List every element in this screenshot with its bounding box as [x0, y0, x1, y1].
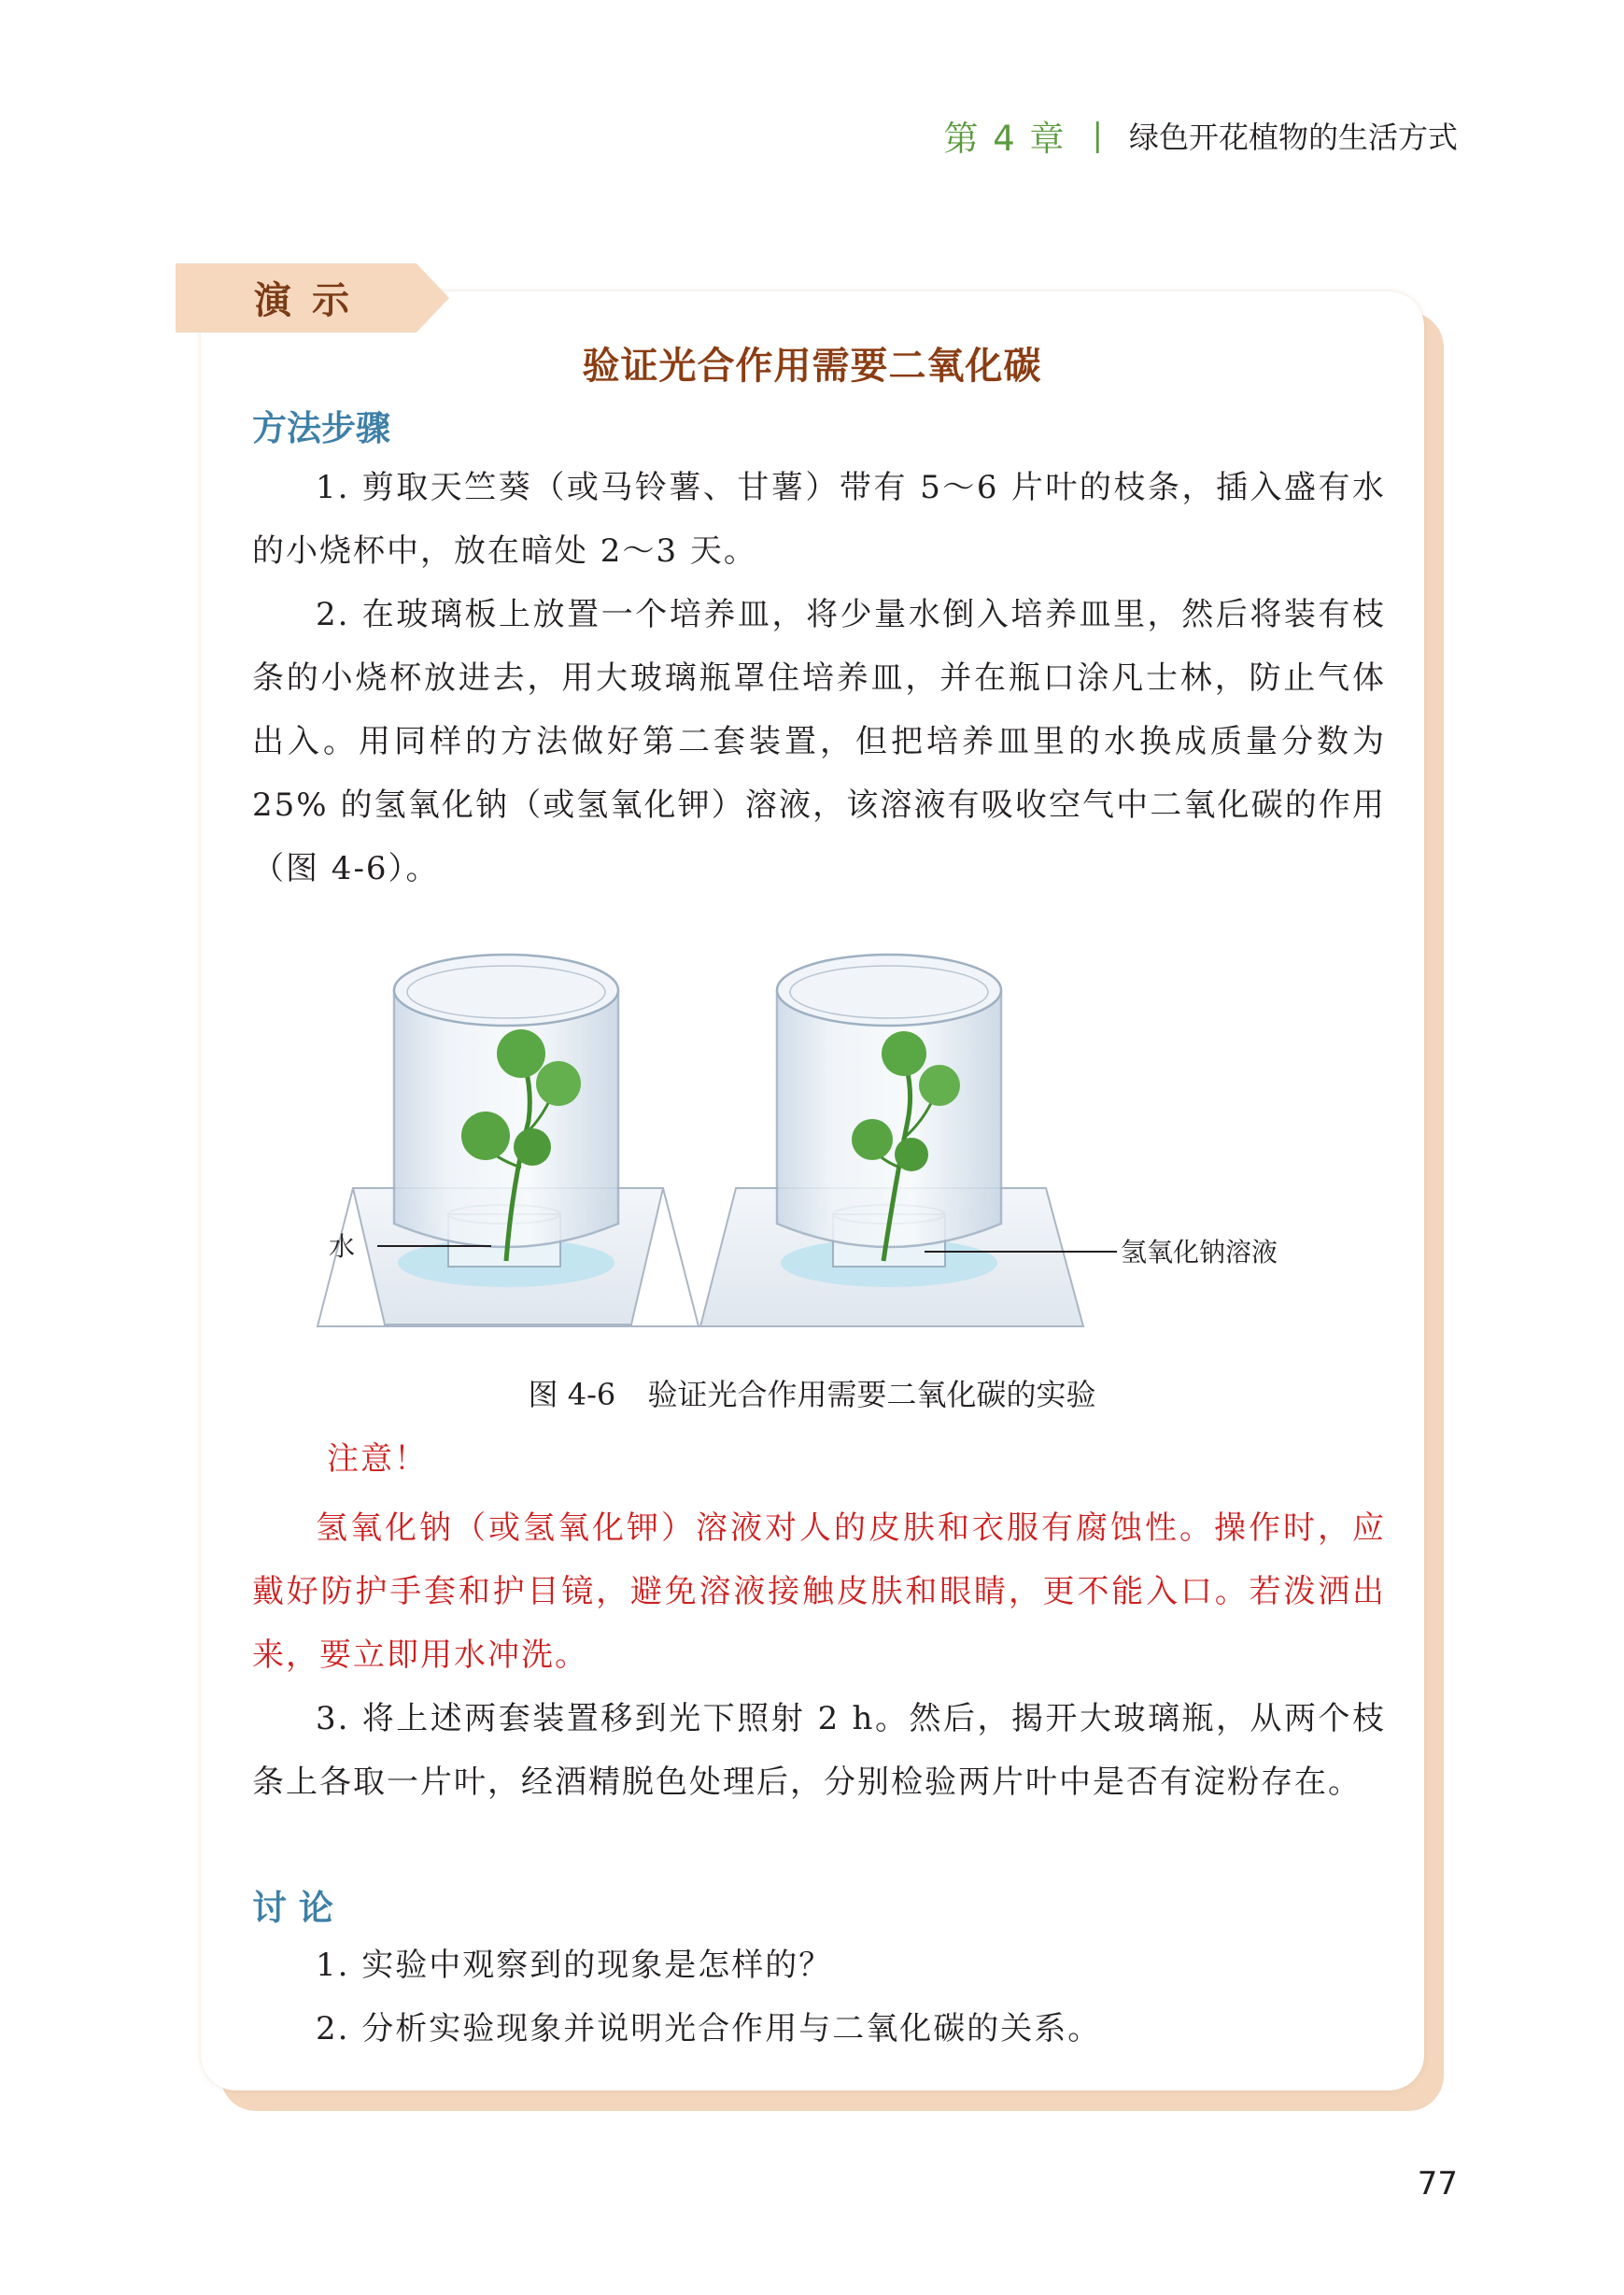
question-1: 1. 实验中观察到的现象是怎样的？ — [316, 1947, 833, 1984]
warning-title: 注意！ — [327, 1440, 428, 1478]
question-2: 2. 分析实验现象并说明光合作用与二氧化碳的关系。 — [316, 2010, 1102, 2047]
caption-text: 验证光合作用需要二氧化碳的实验 — [647, 1377, 1096, 1412]
step-3: 3. 将上述两套装置移到光下照射 2 h。然后，揭开大玻璃瓶，从两个枝条上各取一片叶，经酒精脱色处理后，分别检验两片叶中是否有淀粉存在。 — [252, 1700, 1386, 1801]
step-2: 2. 在玻璃板上放置一个培养皿，将少量水倒入培养皿里，然后将装有枝条的小烧杯放进去，用大玻璃瓶罩住培养皿，并在瓶口涂凡士林，防止气体出入。用同样的方法做好第二套装置，但把培养皿里的水换成质量分数为 25% 的氢氧化钠（或氢氧化钾）溶液，该溶液有吸收空气中二氧化碳的作用（图 4-6）。 — [252, 596, 1386, 887]
label-water: 水 — [329, 1231, 356, 1262]
bell-jar — [777, 990, 1001, 1247]
header-separator: | — [1092, 117, 1103, 154]
step-1: 1. 剪取天竺葵（或马铃薯、甘薯）带有 5～6 片叶的枝条，插入盛有水的小烧杯中，放在暗处 2～3 天。 — [252, 469, 1386, 570]
demo-title: 验证光合作用需要二氧化碳 — [582, 344, 1042, 388]
label-naoh: 氢氧化钠溶液 — [1121, 1237, 1278, 1268]
apparatus-water — [318, 955, 699, 1326]
page-number: 77 — [1417, 2165, 1458, 2203]
figure-caption — [0, 1371, 1624, 1414]
apparatus-naoh — [700, 955, 1083, 1326]
bell-jar — [394, 990, 618, 1247]
methods-heading: 方法步骤 — [252, 408, 390, 448]
warning-text: 氢氧化钠（或氢氧化钾）溶液对人的皮肤和衣服有腐蚀性。操作时，应戴好防护手套和护目镜，避免溶液接触皮肤和眼睛，更不能入口。若泼洒出来，要立即用水冲洗。 — [252, 1509, 1386, 1674]
caption-number: 图 4-6 — [528, 1377, 616, 1412]
running-header — [943, 110, 1458, 161]
chapter-title: 绿色开花植物的生活方式 — [1128, 120, 1458, 155]
figure-4-6 — [308, 943, 1317, 1345]
demo-tag-label: 演示 — [254, 279, 370, 322]
chapter-number: 第 4 章 — [943, 119, 1066, 159]
discussion-heading: 讨 论 — [252, 1888, 333, 1928]
